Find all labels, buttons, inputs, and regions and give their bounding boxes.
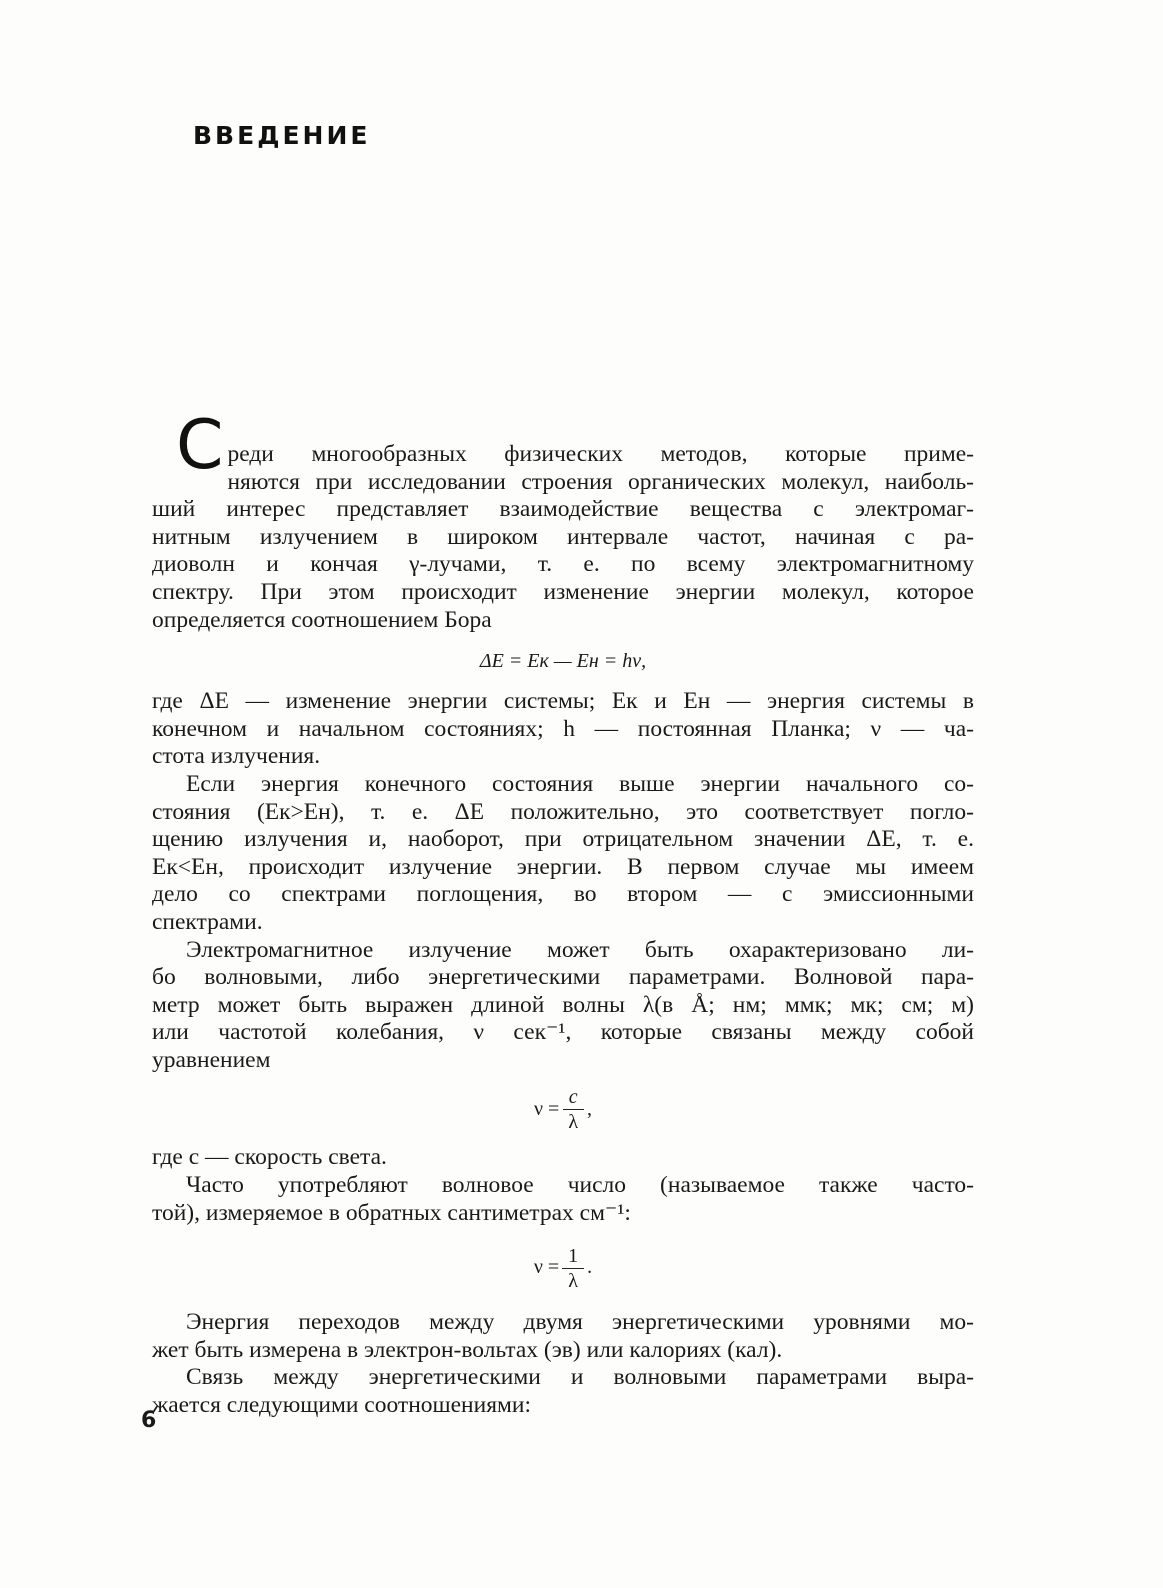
text-line: конечном и начальном состояниях; h — постоянная Планка; ν — ча- — [152, 715, 974, 742]
formula-lhs: ν = — [533, 1256, 560, 1279]
page-number: 6 — [141, 1408, 157, 1433]
formula-lhs: ν = — [533, 1097, 560, 1120]
formula-wavenumber — [152, 1227, 974, 1309]
paragraph-wavenumber — [152, 1172, 974, 1227]
formula-bohr: ΔE = Eк — Eн = hν, — [479, 650, 647, 673]
paragraph-absorption — [152, 771, 974, 937]
paragraph-energy-units — [152, 1309, 974, 1364]
text-line: Энергия переходов между двумя энергетическими уровнями мо- — [186, 1309, 974, 1336]
formula-frequency — [152, 1074, 974, 1144]
text-line: той), измеряемое в обратных сантиметрах см⁻¹: — [152, 1199, 631, 1226]
text-line: реди многообразных физических методов, которые приме- — [227, 441, 974, 467]
paragraph-parameters — [152, 937, 974, 1075]
text-line: определяется соотношением Бора — [152, 606, 492, 633]
text-line: бо волновыми, либо энергетическими параметрами. Волновой пара- — [152, 964, 974, 991]
text-line: ший интерес представляет взаимодействие вещества с электромаг- — [152, 496, 974, 523]
text-line: Связь между энергетическими и волновыми параметрами выра- — [186, 1364, 974, 1391]
text-line: диоволн и кончая γ-лучами, т. е. по всему электромагнитному — [152, 551, 974, 578]
text-line: метр может быть выражен длиной волны λ(в Å; нм; ммк; мк; см; м) — [152, 991, 974, 1018]
text-line: где ΔE — изменение энергии системы; Eк и Eн — энергия системы в — [152, 688, 974, 715]
text-line: спектру. При этом происходит изменение энергии молекул, которое — [152, 578, 974, 605]
paragraph-intro — [152, 406, 974, 634]
text-line: дело со спектрами поглощения, во втором — с эмиссионными — [152, 881, 974, 908]
text-line: Eк<Eн, происходит излучение энергии. В первом случае мы имеем — [152, 853, 974, 880]
fraction-denominator: λ — [568, 1110, 579, 1133]
text-line: жается следующими соотношениями: — [152, 1392, 531, 1419]
fraction — [562, 1085, 584, 1134]
text-line: Электромагнитное излучение может быть охарактеризовано ли- — [186, 936, 974, 963]
formula-tail: , — [587, 1097, 593, 1120]
fraction-denominator: λ — [568, 1269, 578, 1292]
body-text — [152, 406, 974, 1420]
fraction-numerator: 1 — [562, 1244, 584, 1269]
text-line: стояния (Eк>Eн), т. е. ΔE положительно, это соответствует погло- — [152, 798, 974, 825]
paragraph-definitions — [152, 688, 974, 771]
text-line: стота излучения. — [152, 743, 321, 770]
text-line: уравнением — [152, 1046, 271, 1073]
text-line: или частотой колебания, ν сек⁻¹, которые связаны между собой — [152, 1019, 974, 1046]
formula-tail: . — [587, 1256, 593, 1279]
drop-cap: С — [176, 406, 224, 485]
text-line: где c — скорость света. — [152, 1144, 387, 1171]
fraction-numerator: c — [563, 1085, 584, 1110]
text-line: жет быть измерена в электрон-вольтах (эв) или калориях (кал). — [152, 1336, 783, 1363]
text-line: Часто употребляют волновое число (называемое также часто- — [186, 1172, 974, 1199]
fraction — [562, 1244, 584, 1293]
text-line: нитным излучением в широком интервале частот, начиная с ра- — [152, 523, 974, 550]
paragraph-relations — [152, 1364, 974, 1419]
text-line: щению излучения и, наоборот, при отрицательном значении ΔE, т. е. — [152, 826, 974, 853]
text-line: Если энергия конечного состояния выше энергии начального со- — [186, 770, 974, 797]
text-line: няются при исследовании строения органических молекул, наиболь- — [227, 468, 974, 495]
chapter-heading: ВВЕДЕНИЕ — [193, 121, 371, 150]
text-line: спектрами. — [152, 908, 263, 935]
